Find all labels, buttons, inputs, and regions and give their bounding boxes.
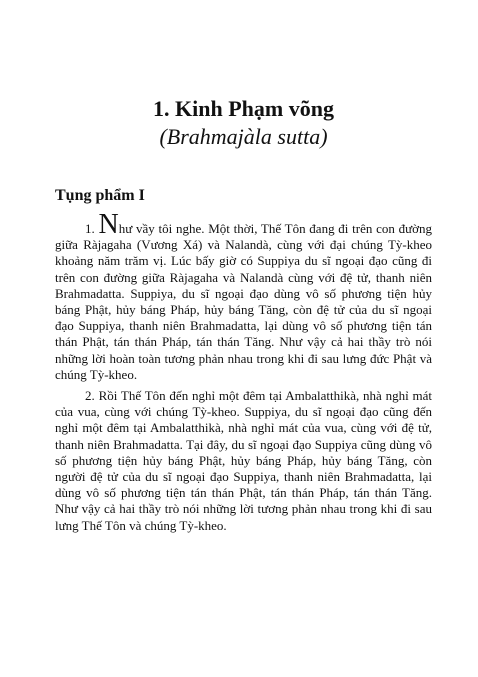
paragraph-1 [55,209,433,383]
paragraph-number: 2. [85,388,95,404]
drop-cap: N [98,209,119,240]
paragraph-2 [55,388,432,534]
chapter-title: 1. Kinh Phạm võng [153,96,334,121]
paragraph-text: Rồi Thế Tôn đến nghỉ một đêm tại Ambalatthikà, nhà nghỉ mát của vua, cùng với chúng Tỳ-kheo. Suppiya, du sĩ ngoại đạo cũng đến nghỉ một đêm tại Ambalatthikà, nhà nghỉ mát của vua, cùng với đệ tử, thanh niên Brahmadatta. Tại đây, du sĩ ngoại đạo Suppiya cũng dùng vô số phương tiện hủy báng Phật, hủy báng Pháp, hủy báng Tăng, còn người đệ tử của du sĩ ngoại đạo Suppiya, thanh niên Brahmadatta, lại dùng vô số phương tiện tán thán Phật, tán thán Pháp, tán thán Tăng. Như vậy cả hai thầy trò nói những lời tương phản nhau trong khi đi sau lưng Thế Tôn và chúng Tỳ-kheo. [55,388,432,533]
paragraph-number: 1. [85,221,95,236]
paragraph-text: hư vầy tôi nghe. Một thời, Thế Tôn đang đi trên con đường giữa Ràjagaha (Vương Xá) và Nalandà, cùng với đại chúng Tỳ-kheo khoảng năm trăm vị. Lúc bấy giờ có Suppiya du sĩ ngoại đạo cũng đi trên con đường giữa Ràjagaha và Nalandà cùng với đệ tử, thanh niên Brahmadatta. Suppiya, du sĩ ngoại đạo dùng vô số phương tiện hủy báng Phật, hủy báng Pháp, hủy báng Tăng, còn đệ tử của du sĩ ngoại đạo Suppiya, thanh niên Brahmadatta, lại dùng vô số phương tiện tán thán Phật, tán thán Pháp, tán thán Tăng. Như vậy cả hai thầy trò nói những lời hoàn toàn tương phản nhau trong khi đi sau lưng đức Phật và chúng Tỳ-kheo. [55,221,433,382]
chapter-subtitle: (Brahmajàla sutta) [159,124,328,149]
section-heading: Tụng phẩm I [55,187,145,204]
